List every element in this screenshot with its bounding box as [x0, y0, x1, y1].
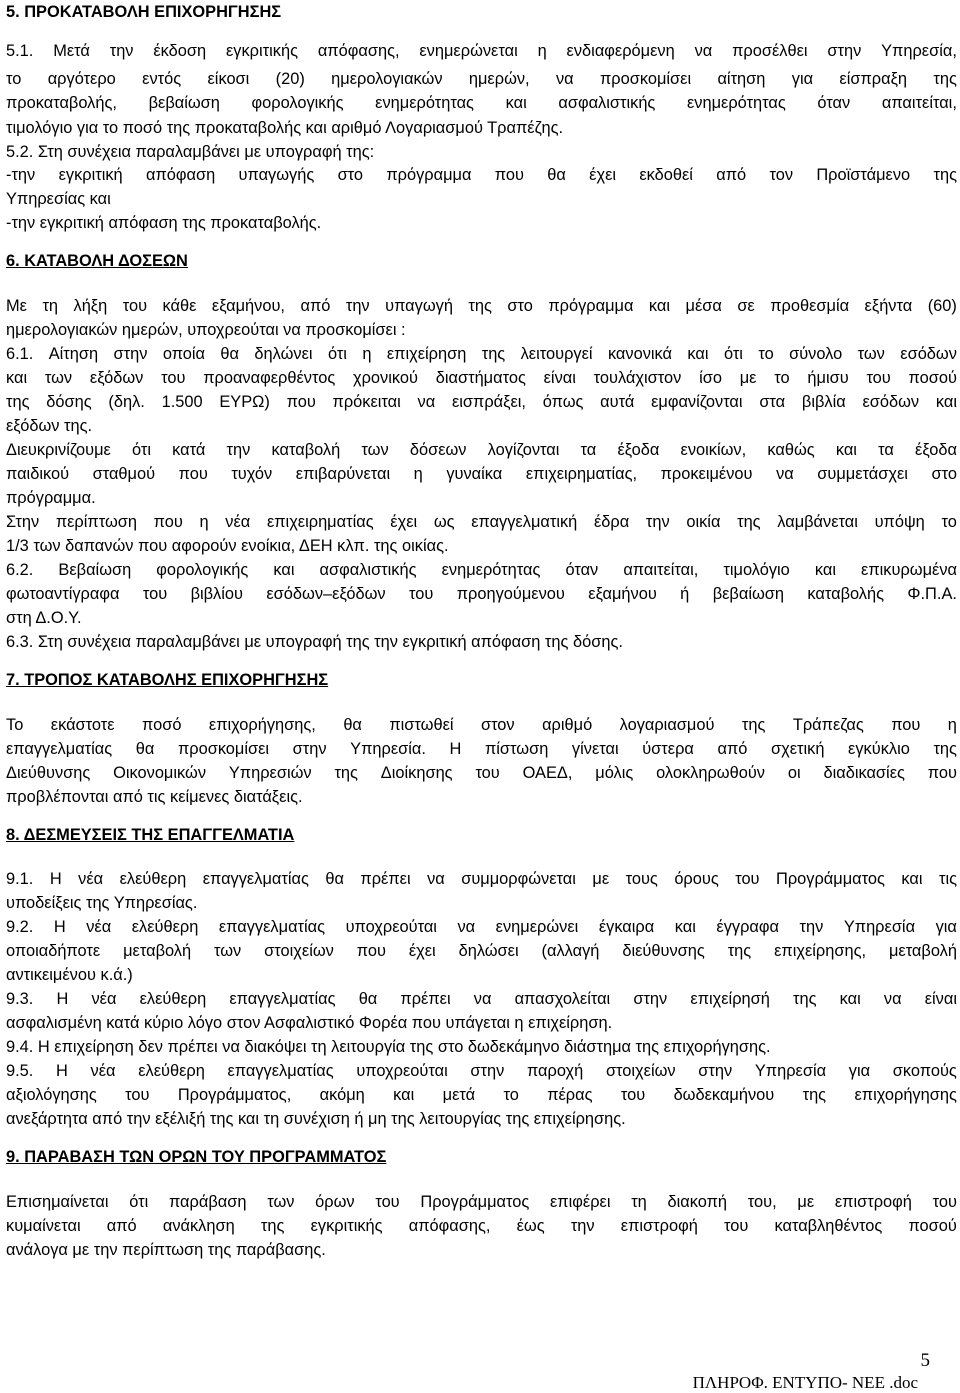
section-heading: 5. ΠΡΟΚΑΤΑΒΟΛΗ ΕΠΙΧΟΡΗΓΗΣΗΣ	[6, 3, 282, 21]
text-line: φωτοαντίγραφα του βιβλίου εσόδων–εξόδων του προηγούμενου εξαμήνου ή βεβαίωση καταβολής Φ.Π.Α.	[6, 585, 957, 603]
text-line: Διεύθυνσης Οικονομικών Υπηρεσιών της Διοίκησης του ΟΑΕΔ, μόλις ολοκληρωθούν οι διαδικασίες που	[6, 764, 957, 782]
text-line: κυμαίνεται από ανάκληση της εγκριτικής απόφασης, έως την επιστροφή του καταβληθέντος ποσού	[6, 1217, 957, 1235]
text-line: ανάλογα με την περίπτωση της παράβασης.	[6, 1241, 326, 1259]
page-number: 5	[920, 1350, 930, 1371]
text-line: παιδικού σταθμού που τυχόν επιβαρύνεται η γυναίκα επιχειρηματίας, προκειμένου να συμμετάσχει στο	[6, 465, 957, 483]
text-line: 5.2. Στη συνέχεια παραλαμβάνει με υπογραφή της:	[6, 143, 375, 161]
text-line: εξόδων της.	[6, 417, 93, 435]
text-line: προκαταβολής, βεβαίωση φορολογικής ενημερότητας και ασφαλιστικής ενημερότητας όταν απαιτείται,	[6, 94, 957, 112]
text-line: οποιαδήποτε μεταβολή των στοιχείων που έχει δηλώσει (αλλαγή διεύθυνσης της επιχείρησης, μεταβολή	[6, 942, 957, 960]
text-line: 6.3. Στη συνέχεια παραλαμβάνει με υπογραφή της την εγκριτική απόφαση της δόσης.	[6, 633, 623, 651]
text-line: ανεξάρτητα από την εξέλιξή της και τη συνέχιση ή μη της λειτουργίας της επιχείρησης.	[6, 1110, 626, 1128]
footer-doc-name: ΠΛΗΡΟΦ. ΕΝΤΥΠΟ- ΝΕΕ .doc	[692, 1373, 918, 1392]
text-line: ασφαλισμένη κατά κύριο λόγο στον Ασφαλιστικό Φορέα που υπάγεται η επιχείρηση.	[6, 1014, 613, 1032]
text-line: Στην περίπτωση που η νέα επιχειρηματίας έχει ως επαγγελματική έδρα την οικία της λαμβάνεται υπόψη το	[6, 513, 957, 531]
text-line: Διευκρινίζουμε ότι κατά την καταβολή των δόσεων λογίζονται τα έξοδα ενοικίων, καθώς και τα έξοδα	[6, 441, 957, 459]
section-heading: 6. ΚΑΤΑΒΟΛΗ ΔΟΣΕΩΝ	[6, 252, 188, 270]
text-line: επαγγελματίας θα προσκομίσει στην Υπηρεσία. Η πίστωση γίνεται ύστερα από σχετική εγκύκλιο της	[6, 740, 957, 758]
text-line: Επισημαίνεται ότι παράβαση των όρων του Προγράμματος επιφέρει τη διακοπή του, με επιστροφή του	[6, 1193, 957, 1211]
text-line: αξιολόγησης του Προγράμματος, ακόμη και μετά το πέρας του δωδεκαμήνου της επιχορήγησης	[6, 1086, 957, 1104]
text-line: 1/3 των δαπανών που αφορούν ενοίκια, ΔΕΗ κλπ. της οικίας.	[6, 537, 449, 555]
text-line: -την εγκριτική απόφαση της προκαταβολής.	[6, 214, 322, 232]
text-line: πρόγραμμα.	[6, 489, 96, 507]
text-line: στη Δ.Ο.Υ.	[6, 609, 82, 627]
section-heading: 9. ΠΑΡΑΒΑΣΗ ΤΩΝ ΟΡΩΝ ΤΟΥ ΠΡΟΓΡΑΜΜΑΤΟΣ	[6, 1148, 387, 1166]
text-line: 6.2. Βεβαίωση φορολογικής και ασφαλιστικής ενημερότητας όταν απαιτείται, τιμολόγιο και επικυρωμένα	[6, 561, 957, 579]
text-line: Με τη λήξη του κάθε εξαμήνου, από την υπαγωγή της στο πρόγραμμα και μέσα σε προθεσμία εξήντα (60)	[6, 297, 957, 315]
text-line: αντικειμένου κ.ά.)	[6, 966, 133, 984]
text-line: 6.1. Αίτηση στην οποία θα δηλώνει ότι η επιχείρηση της λειτουργεί κανονικά και ότι το σύνολο των εσόδων	[6, 345, 957, 363]
text-line: 9.2. Η νέα ελεύθερη επαγγελματίας υποχρεούται να ενημερώνει έγκαιρα και έγγραφα την Υπηρεσία για	[6, 918, 957, 936]
text-line: και των εξόδων του προαναφερθέντος χρονικού διαστήματος είναι τουλάχιστον ίσο με το ήμισυ του ποσού	[6, 369, 957, 387]
section-heading: 8. ΔΕΣΜΕΥΣΕΙΣ ΤΗΣ ΕΠΑΓΓΕΛΜΑΤΙΑ	[6, 826, 295, 844]
text-line: 9.1. Η νέα ελεύθερη επαγγελματίας θα πρέπει να συμμορφώνεται με τους όρους του Προγράμματος και τις	[6, 870, 957, 888]
text-line: Υπηρεσίας και	[6, 190, 111, 208]
text-line: Το εκάστοτε ποσό επιχορήγησης, θα πιστωθεί στον αριθμό λογαριασμού της Τράπεζας που η	[6, 716, 957, 734]
text-line: 9.4. Η επιχείρηση δεν πρέπει να διακόψει τη λειτουργία της στο δωδεκάμηνο διάστημα της επιχορήγησης.	[6, 1038, 771, 1056]
text-line: -την εγκριτική απόφαση υπαγωγής στο πρόγραμμα που θα έχει εκδοθεί από τον Προϊστάμενο της	[6, 166, 957, 184]
text-line: 9.5. Η νέα ελεύθερη επαγγελματίας υποχρεούται στην παροχή στοιχείων στην Υπηρεσία για σκοπούς	[6, 1062, 957, 1080]
text-line: 9.3. Η νέα ελεύθερη επαγγελματίας θα πρέπει να απασχολείται στην επιχείρησή της και να είναι	[6, 990, 957, 1008]
text-line: τιμολόγιο για το ποσό της προκαταβολής και αριθμό Λογαριασμού Τραπέζης.	[6, 119, 564, 137]
text-line: το αργότερο εντός είκοσι (20) ημερολογιακών ημερών, να προσκομίσει αίτηση για είσπραξη της	[6, 70, 957, 88]
text-line: ημερολογιακών ημερών, υποχρεούται να προσκομίσει :	[6, 321, 406, 339]
text-line: προβλέπονται από τις κείμενες διατάξεις.	[6, 788, 303, 806]
text-line: 5.1. Μετά την έκδοση εγκριτικής απόφασης, ενημερώνεται η ενδιαφερόμενη να προσέλθει στην Υπηρεσία,	[6, 42, 957, 60]
section-heading: 7. ΤΡΟΠΟΣ ΚΑΤΑΒΟΛΗΣ ΕΠΙΧΟΡΗΓΗΣΗΣ	[6, 671, 329, 689]
text-line: της δόσης (δηλ. 1.500 ΕΥΡΩ) που πρόκειται να εισπράξει, όπως αυτά εμφανίζονται στα βιβλία εσόδων και	[6, 393, 957, 411]
text-line: υποδείξεις της Υπηρεσίας.	[6, 894, 198, 912]
